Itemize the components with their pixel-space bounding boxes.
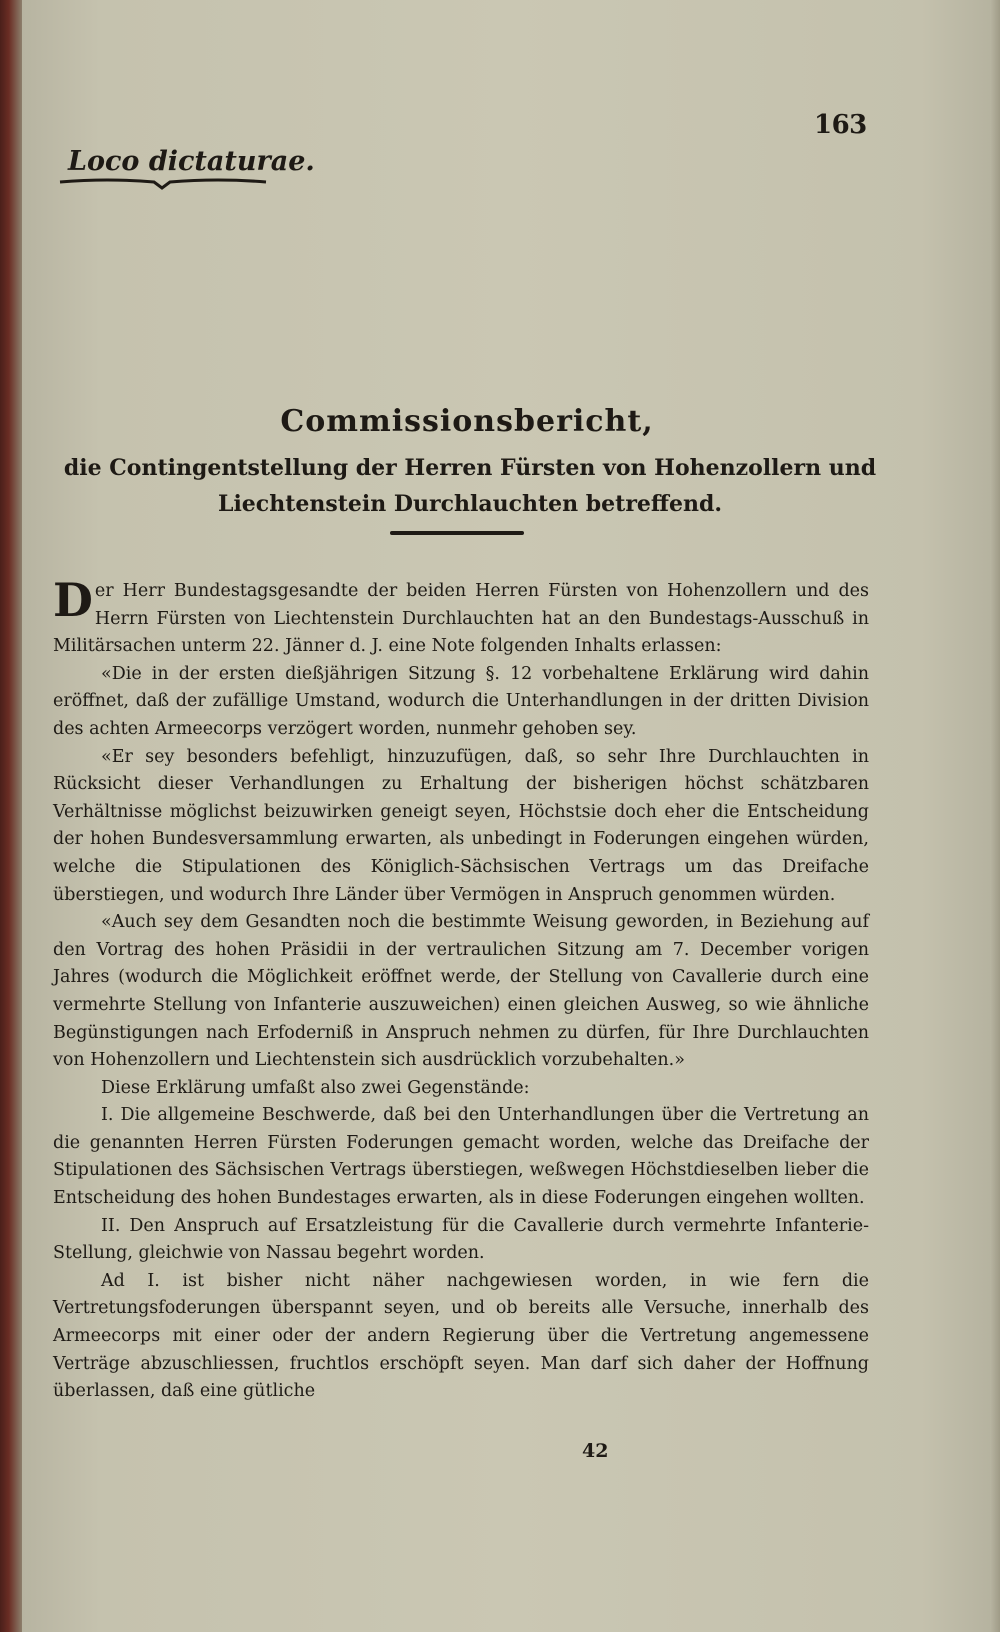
title-divider [390,531,524,535]
book-spine-edge [0,0,22,1632]
report-title: Commissionsbericht, [280,404,654,439]
paragraph-1 [53,573,869,661]
paragraph-5: Diese Erklärung umfaßt also zwei Gegenstände: [101,1077,530,1098]
paragraph-2: «Die in der ersten dießjährigen Sitzung §. 12 vorbehaltene Erklärung wird dahin eröffnet, daß der zufällige Umstand, wodurch die Unterhandlungen in der dritten Division des achten Armeecorps verzögert worden, nunmehr gehoben sey. [53,663,869,739]
body-text [53,573,869,1406]
page-number: 163 [814,110,867,140]
paragraph-text: er Herr Bundestagsgesandte der beiden Herren Fürsten von Hohenzollern und des Herrn Fürsten von Liechtenstein Durchlauchten hat an den Bundestags-Ausschuß in Militärsachen unterm 22. Jänner d. J. eine Note folgenden Inhalts erlassen: [53,581,869,657]
signature-mark: 42 [582,1440,609,1462]
header-note: Loco dictaturae. [68,146,315,177]
drop-cap: D [53,573,93,627]
header-note-underline [58,176,268,192]
page-right-edge [990,0,1000,1632]
paragraph-4: «Auch sey dem Gesandten noch die bestimmte Weisung geworden, in Beziehung auf den Vortrag des hohen Präsidii in der vertraulichen Sitzung am 7. December vorigen Jahres (wodurch die Möglichkeit eröffnet werde, der Stellung von Cavallerie durch eine vermehrte Stellung von Infanterie auszuweichen) einen gleichen Ausweg, so wie ähnliche Begünstigungen nach Erfoderniß in Anspruch nehmen zu dürfen, für Ihre Durchlauchten von Hohenzollern und Liechtenstein sich ausdrücklich vorzubehalten.» [53,912,869,1071]
report-subtitle: die Contingentstellung der Herren Fürsten von Hohenzollern und Liechtenstein Durchlauchten betreffend. [63,455,877,517]
document-page [22,0,1000,1632]
paragraph-3: «Er sey besonders befehligt, hinzuzufügen, daß, so sehr Ihre Durchlauchten in Rücksicht dieser Verhandlungen zu Erhaltung der bisherigen höchst schätzbaren Verhältnisse möglichst beizuwirken geneigt seyen, Höchstsie doch eher die Entscheidung der hohen Bundesversammlung erwarten, als unbedingt in Foderungen eingehen würden, welche die Stipulationen des Königlich-Sächsischen Vertrags um das Dreifache überstiegen, und wodurch Ihre Länder über Vermögen in Anspruch genommen würden. [53,746,869,905]
paragraph-7: II. Den Anspruch auf Ersatzleistung für die Cavallerie durch vermehrte Infanterie-Stellung, gleichwie von Nassau begehrt worden. [53,1215,869,1264]
paragraph-6: I. Die allgemeine Beschwerde, daß bei den Unterhandlungen über die Vertretung an die genannten Herren Fürsten Foderungen gemacht worden, welche das Dreifache der Stipulationen des Sächsischen Vertrags überstiegen, weßwegen Höchstdieselben lieber die Entscheidung des hohen Bundestages erwarten, als in diese Foderungen eingehen wollten. [53,1105,869,1209]
paragraph-8: Ad I. ist bisher nicht näher nachgewiesen worden, in wie fern die Vertretungsfoderungen überspannt seyen, und ob bereits alle Versuche, innerhalb des Armeecorps mit einer oder der andern Regierung über die Vertretung angemessene Verträge abzuschliessen, fruchtlos erschöpft seyen. Man darf sich daher der Hoffnung überlassen, daß eine gütliche [53,1270,869,1402]
